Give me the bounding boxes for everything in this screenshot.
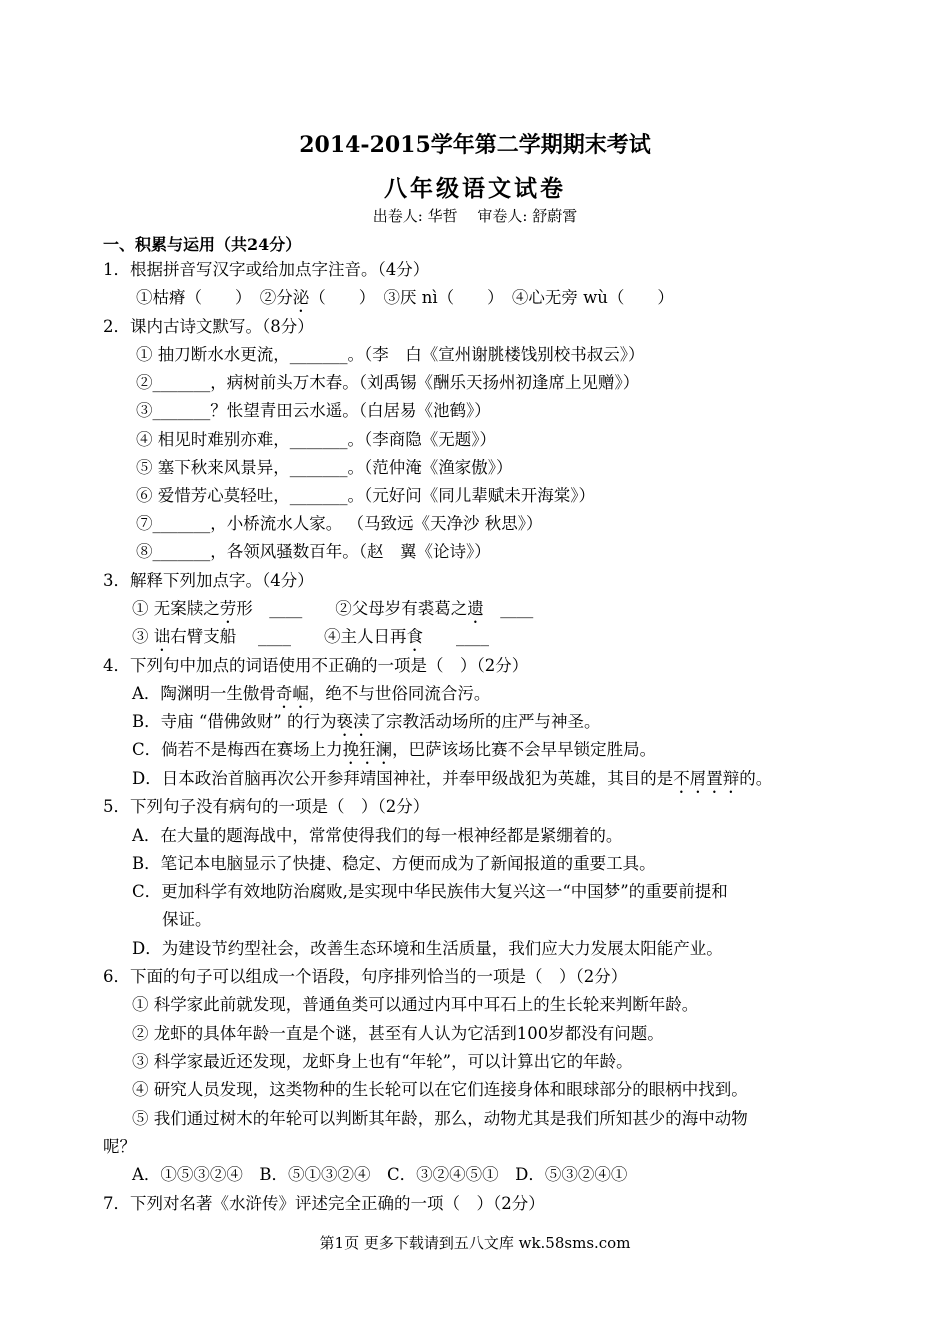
q5-option-d: D．为建设节约型社会，改善生态环境和生活质量，我们应大力发展太阳能产业。 (132, 939, 723, 958)
exam-subtitle: 八年级语文试卷 (384, 175, 566, 202)
q5-option-c: C．更加科学有效地防治腐败,是实现中华民族伟大复兴这一“中国梦”的重要前提和 (132, 882, 728, 901)
q5-option-c-cont: 保证。 (162, 910, 212, 929)
q3-text: ____ (423, 627, 489, 646)
q3-row-1 (132, 599, 533, 627)
question-1-stem: 1．根据拼音写汉字或给加点字注音。（4分） (103, 260, 430, 279)
q4-option-d (132, 769, 772, 797)
q3-text: ②父母岁有裘葛之 (335, 599, 468, 618)
question-3-stem: 3．解释下列加点字。（4分） (103, 571, 314, 590)
q6-options: A．①⑤③②④ B．⑤①③②④ C．③②④⑤① D．⑤③②④① (132, 1165, 628, 1184)
authors-line: 出卷人: 华哲 审卷人: 舒蔚霄 (372, 207, 578, 225)
q3-row-2 (132, 627, 489, 655)
dotted-word: 不屑置辩 (673, 769, 740, 788)
q4-option-a (132, 684, 490, 712)
q3-text: 右臂支船 ____ (170, 627, 324, 646)
q1-dotted-char: 泌 (292, 288, 310, 307)
question-7-stem: 7．下列对名著《水浒传》评述完全正确的一项（ ）（2分） (103, 1194, 545, 1213)
dotted-word: 挽狂澜 (342, 740, 393, 759)
q3-text: 形 ____ (236, 599, 336, 618)
option-text: 了宗教活动场所的庄严与神圣。 (369, 712, 601, 731)
q6-sentence-2: ② 龙虾的具体年龄一直是个谜，甚至有人认为它活到100岁都没有问题。 (132, 1024, 664, 1043)
q1-text-post: （ ） ③厌 nì（ ） ④心无旁 wù（ ） (309, 288, 674, 307)
question-2-stem: 2．课内古诗文默写。（8分） (103, 317, 314, 336)
poem-line: ③_______？怅望青田云水遥。（白居易《池鹤》） (136, 401, 491, 420)
q5-option-a: A．在大量的题海战中，常常使得我们的每一根神经都是紧绷着的。 (132, 826, 623, 845)
q3-dotted-char: 劳 (219, 599, 237, 618)
q3-text: ④主人日再 (324, 627, 407, 646)
q6-sentence-4: ④ 研究人员发现，这类物种的生长轮可以在它们连接身体和眼球部分的眼柄中找到。 (132, 1080, 748, 1099)
poem-line: ⑦_______，小桥流水人家。 （马致远《天净沙 秋思》） (136, 514, 543, 533)
q3-text: ③ (132, 627, 154, 646)
option-text: C．倘若不是梅西在赛场上力 (132, 740, 343, 759)
option-text: ，绝不与世俗同流合污。 (308, 684, 491, 703)
q3-dotted-char: 诎 (153, 627, 171, 646)
poem-line: ②_______，病树前头万木春。（刘禹锡《酬乐天扬州初逢席上见赠》） (136, 373, 640, 392)
q6-sentence-1: ① 科学家此前就发现，普通鱼类可以通过内耳中耳石上的生长轮来判断年龄。 (132, 995, 699, 1014)
option-text: D．日本政治首脑再次公开参拜靖国神社，并奉甲级战犯为英雄，其目的是 (132, 769, 674, 788)
q3-dotted-char: 遗 (467, 599, 484, 618)
section-heading: 一、积累与运用（共24分） (103, 235, 302, 254)
q3-dotted-char: 食 (406, 627, 423, 646)
poem-line: ④ 相见时难别亦难，_______。（李商隐《无题》） (136, 430, 496, 449)
q4-option-c (132, 740, 656, 768)
dotted-word: 奇崛 (275, 684, 309, 703)
q4-option-b (132, 712, 601, 740)
exam-title: 2014-2015学年第二学期期末考试 (299, 132, 651, 158)
question-1-items (136, 288, 674, 316)
q6-sentence-5: ⑤ 我们通过树木的年轮可以判断其年龄，那么，动物尤其是我们所知甚少的海中动物 (132, 1109, 748, 1128)
question-4-stem: 4．下列句中加点的词语使用不正确的一项是（ ）（2分） (103, 656, 529, 675)
poem-line: ⑤ 塞下秋来风景异，_______。（范仲淹《渔家傲》） (136, 458, 513, 477)
option-text: 的。 (739, 769, 773, 788)
question-6-stem: 6．下面的句子可以组成一个语段，句序排列恰当的一项是（ ）（2分） (103, 967, 628, 986)
page-footer: 第1页 更多下载请到五八文库 wk.58sms.com (319, 1234, 631, 1252)
poem-line: ① 抽刀断水水更流，_______。（李 白《宣州谢朓楼饯别校书叔云》） (136, 345, 645, 364)
q1-text-pre: ①枯瘠（ ） ②分 (136, 288, 293, 307)
q6-sentence-3: ③ 科学家最近还发现，龙虾身上也有“年轮”，可以计算出它的年龄。 (132, 1052, 633, 1071)
q3-text: ① 无案牍之 (132, 599, 220, 618)
poem-line: ⑥ 爱惜芳心莫轻吐，_______。（元好问《同儿辈赋未开海棠》） (136, 486, 595, 505)
q5-option-b: B．笔记本电脑显示了快捷、稳定、方便而成为了新闻报道的重要工具。 (132, 854, 656, 873)
dotted-word: 亵渎 (336, 712, 370, 731)
option-text: B．寺庙 “借佛敛财” 的行为 (132, 712, 337, 731)
option-text: A．陶渊明一生傲骨 (132, 684, 276, 703)
q3-text: ____ (483, 599, 534, 618)
poem-line: ⑧_______，各领风骚数百年。（赵 翼《论诗》） (136, 542, 491, 561)
q6-sentence-5-cont: 呢？ (103, 1137, 136, 1156)
option-text: ，巴萨该场比赛不会早早锁定胜局。 (392, 740, 657, 759)
question-5-stem: 5．下列句子没有病句的一项是（ ）（2分） (103, 797, 430, 816)
